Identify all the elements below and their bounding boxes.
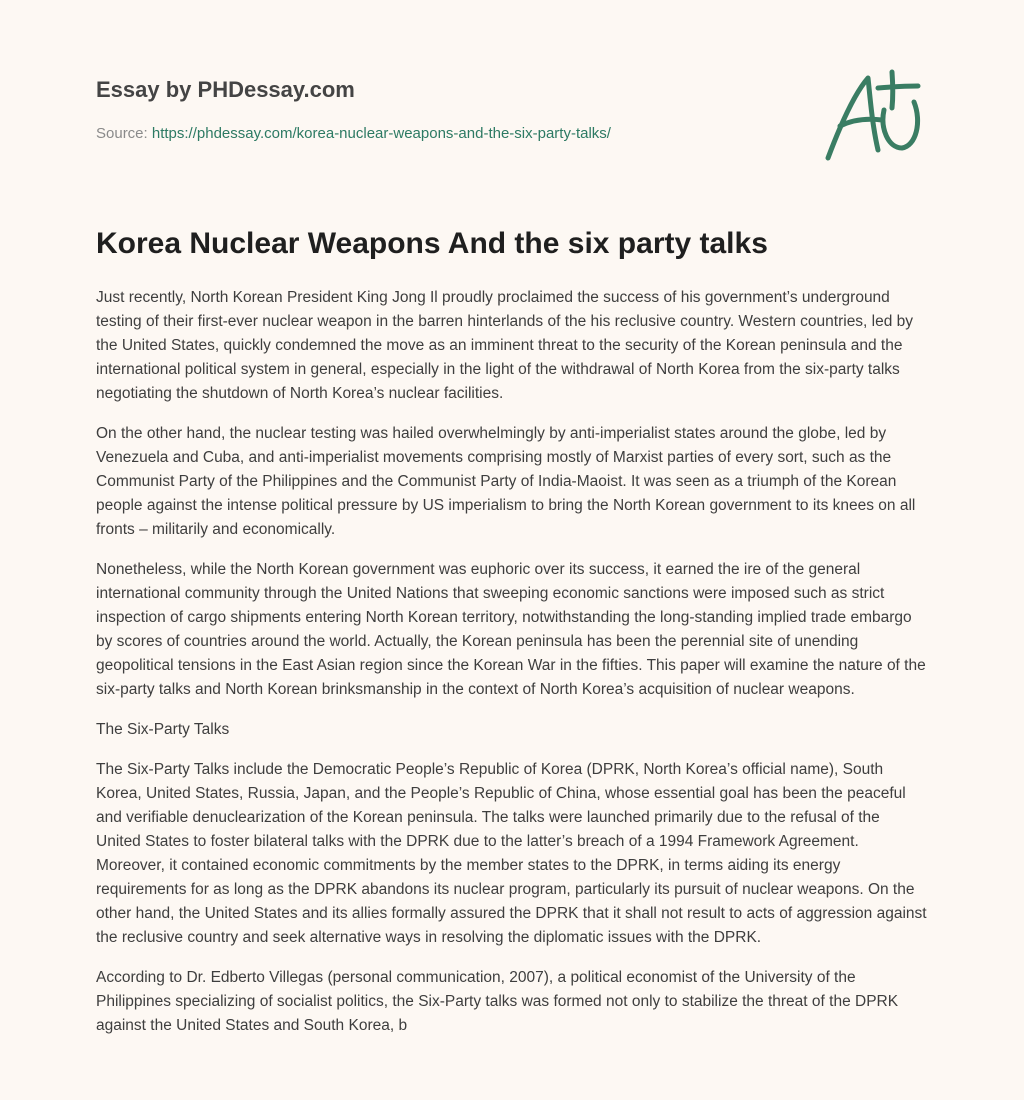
page-header [96,76,696,144]
source-label: Source: [96,125,152,142]
essay-paragraph: Nonetheless, while the North Korean government was euphoric over its success, it earned the ire of the general international community through the United Nations that sweeping economic sanctions were imposed such as strict inspection of cargo shipments entering North Korean territory, notwithstanding the long-standing implied trade embargo by scores of countries around the world. Actually, the Korean peninsula has been the perennial site of unending geopolitical tensions in the East Asian region since the Korean War in the fifties. This paper will examine the nature of the six-party talks and North Korean brinksmanship in the context of North Korea’s acquisition of nuclear weapons. [96,561,926,698]
essay-paragraph: According to Dr. Edberto Villegas (personal communication, 2007), a political economist of the University of the Philippines specializing of socialist politics, the Six-Party talks was formed not only to stabilize the threat of the DPRK against the United States and South Korea, b [96,969,899,1034]
essay-paragraph: On the other hand, the nuclear testing was hailed overwhelmingly by anti-imperialist states around the globe, led by Venezuela and Cuba, and anti-imperialist movements comprising mostly of Marxist parties of every sort, such as the Communist Party of the Philippines and the Communist Party of India-Maoist. It was seen as a triumph of the Korean people against the intense political pressure by US imperialism to bring the North Korean government to its knees on all fronts – militarily and economically. [96,425,916,538]
a-plus-logo-icon [822,66,932,166]
source-link[interactable]: https://phdessay.com/korea-nuclear-weapons-and-the-six-party-talks/ [151,125,611,142]
essay-body [96,286,928,1054]
site-brand: Essay by PHDessay.com [96,77,355,102]
essay-paragraph: Just recently, North Korean President King Jong Il proudly proclaimed the success of his government’s underground testing of their first-ever nuclear weapon in the barren hinterlands of the his reclusive country. Western countries, led by the United States, quickly condemned the move as an imminent threat to the security of the Korean peninsula and the international political system in general, especially in the light of the withdrawal of North Korea from the six-party talks negotiating the shutdown of North Korea’s nuclear facilities. [96,289,914,402]
essay-title: Korea Nuclear Weapons And the six party talks [96,227,768,260]
essay-paragraph: The Six-Party Talks include the Democratic People’s Republic of Korea (DPRK, North Korea’s official name), South Korea, United States, Russia, Japan, and the People’s Republic of China, whose essential goal has been the peaceful and verifiable denuclearization of the Korean peninsula. The talks were launched primarily due to the refusal of the United States to foster bilateral talks with the DPRK due to the latter’s breach of a 1994 Framework Agreement. Moreover, it contained economic commitments by the member states to the DPRK, in terms aiding its energy requirements for as long as the DPRK abandons its nuclear program, particularly its pursuit of nuclear weapons. On the other hand, the United States and its allies formally assured the DPRK that it shall not result to acts of aggression against the reclusive country and seek alternative ways in resolving the diplomatic issues with the DPRK. [96,761,927,946]
section-heading: The Six-Party Talks [96,721,230,738]
source-line [96,124,696,144]
